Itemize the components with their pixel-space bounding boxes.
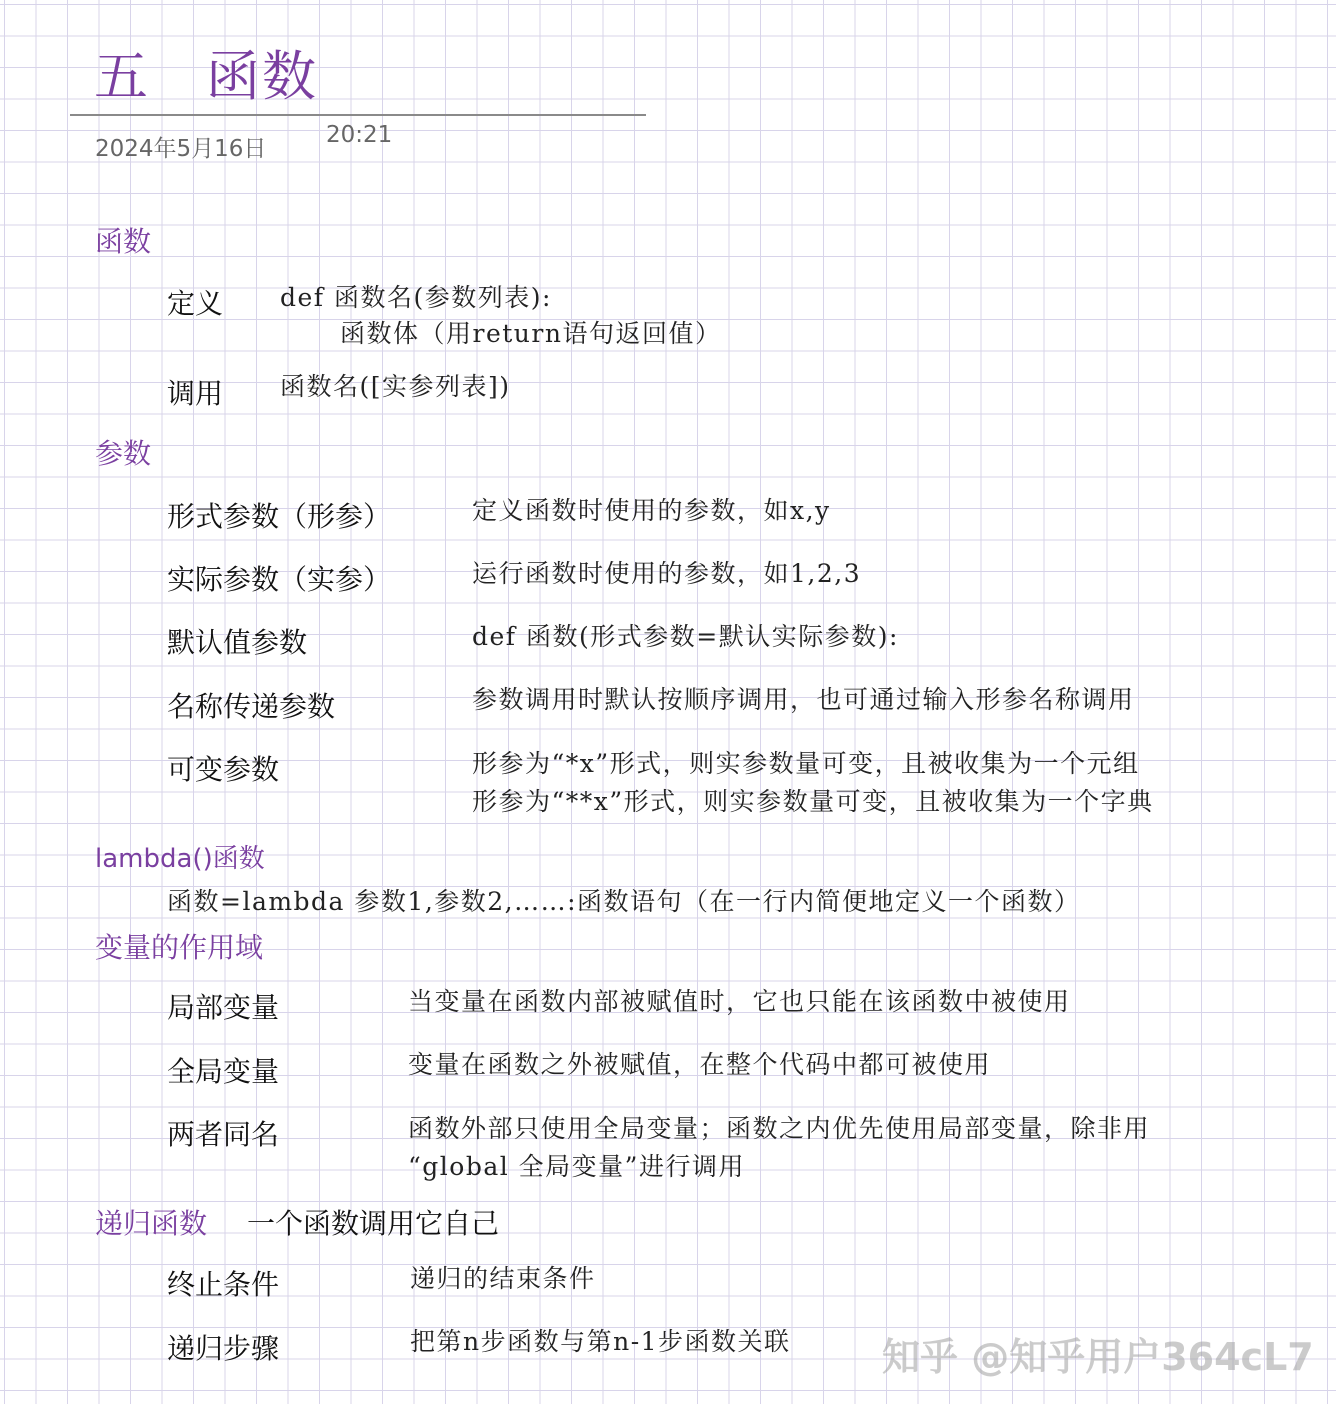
term-actual-param: 实际参数（实参） (167, 563, 392, 596)
term-call: 调用 (167, 377, 224, 410)
section-heading-function: 函数 (95, 225, 152, 258)
desc-local-var: 当变量在函数内部被赋值时，它也只能在该函数中被使用 (408, 987, 1071, 1016)
desc-formal-param: 定义函数时使用的参数，如x,y (472, 496, 831, 525)
time-stamp: 20:21 (326, 122, 393, 148)
section-heading-params: 参数 (95, 437, 152, 470)
page-title: 五 函数 (94, 45, 318, 108)
desc-named-param: 参数调用时默认按顺序调用，也可通过输入形参名称调用 (472, 685, 1135, 714)
desc-lambda: 函数=lambda 参数1,参数2,……:函数语句（在一行内简便地定义一个函数） (167, 887, 1081, 916)
title-divider (70, 114, 646, 116)
desc-define-line2: 函数体（用return语句返回值） (340, 319, 722, 348)
term-formal-param: 形式参数（形参） (167, 500, 392, 533)
recursion-subtitle: 一个函数调用它自己 (247, 1207, 500, 1240)
term-define: 定义 (167, 287, 224, 320)
desc-call: 函数名([实参列表]) (280, 372, 511, 401)
desc-variadic-param-1: 形参为“*x”形式，则实参数量可变，且被收集为一个元组 (472, 749, 1140, 778)
term-global-var: 全局变量 (167, 1055, 280, 1088)
desc-termination: 递归的结束条件 (410, 1264, 596, 1293)
desc-same-name-1: 函数外部只使用全局变量；函数之内优先使用局部变量，除非用 (408, 1114, 1151, 1143)
term-local-var: 局部变量 (167, 991, 280, 1024)
watermark: 知乎 @知乎用户364cL7 (882, 1335, 1314, 1379)
desc-default-param: def 函数(形式参数=默认实际参数): (472, 622, 899, 651)
desc-variadic-param-2: 形参为“**x”形式，则实参数量可变，且被收集为一个字典 (472, 787, 1154, 816)
term-variadic-param: 可变参数 (167, 753, 280, 786)
desc-recursive-step: 把第n步函数与第n-1步函数关联 (410, 1327, 791, 1356)
term-same-name: 两者同名 (167, 1118, 280, 1151)
desc-same-name-2: “global 全局变量”进行调用 (408, 1152, 745, 1181)
term-default-param: 默认值参数 (167, 626, 308, 659)
desc-global-var: 变量在函数之外被赋值，在整个代码中都可被使用 (408, 1050, 992, 1079)
term-termination: 终止条件 (167, 1268, 280, 1301)
term-recursive-step: 递归步骤 (167, 1332, 280, 1365)
desc-define-line1: def 函数名(参数列表): (280, 283, 552, 312)
desc-actual-param: 运行函数时使用的参数，如1,2,3 (472, 559, 862, 588)
term-named-param: 名称传递参数 (167, 690, 336, 723)
section-heading-scope: 变量的作用域 (95, 931, 264, 964)
section-heading-lambda: lambda()函数 (95, 844, 265, 874)
date-stamp: 2024年5月16日 (95, 136, 267, 162)
section-heading-recursion: 递归函数 (95, 1207, 208, 1240)
